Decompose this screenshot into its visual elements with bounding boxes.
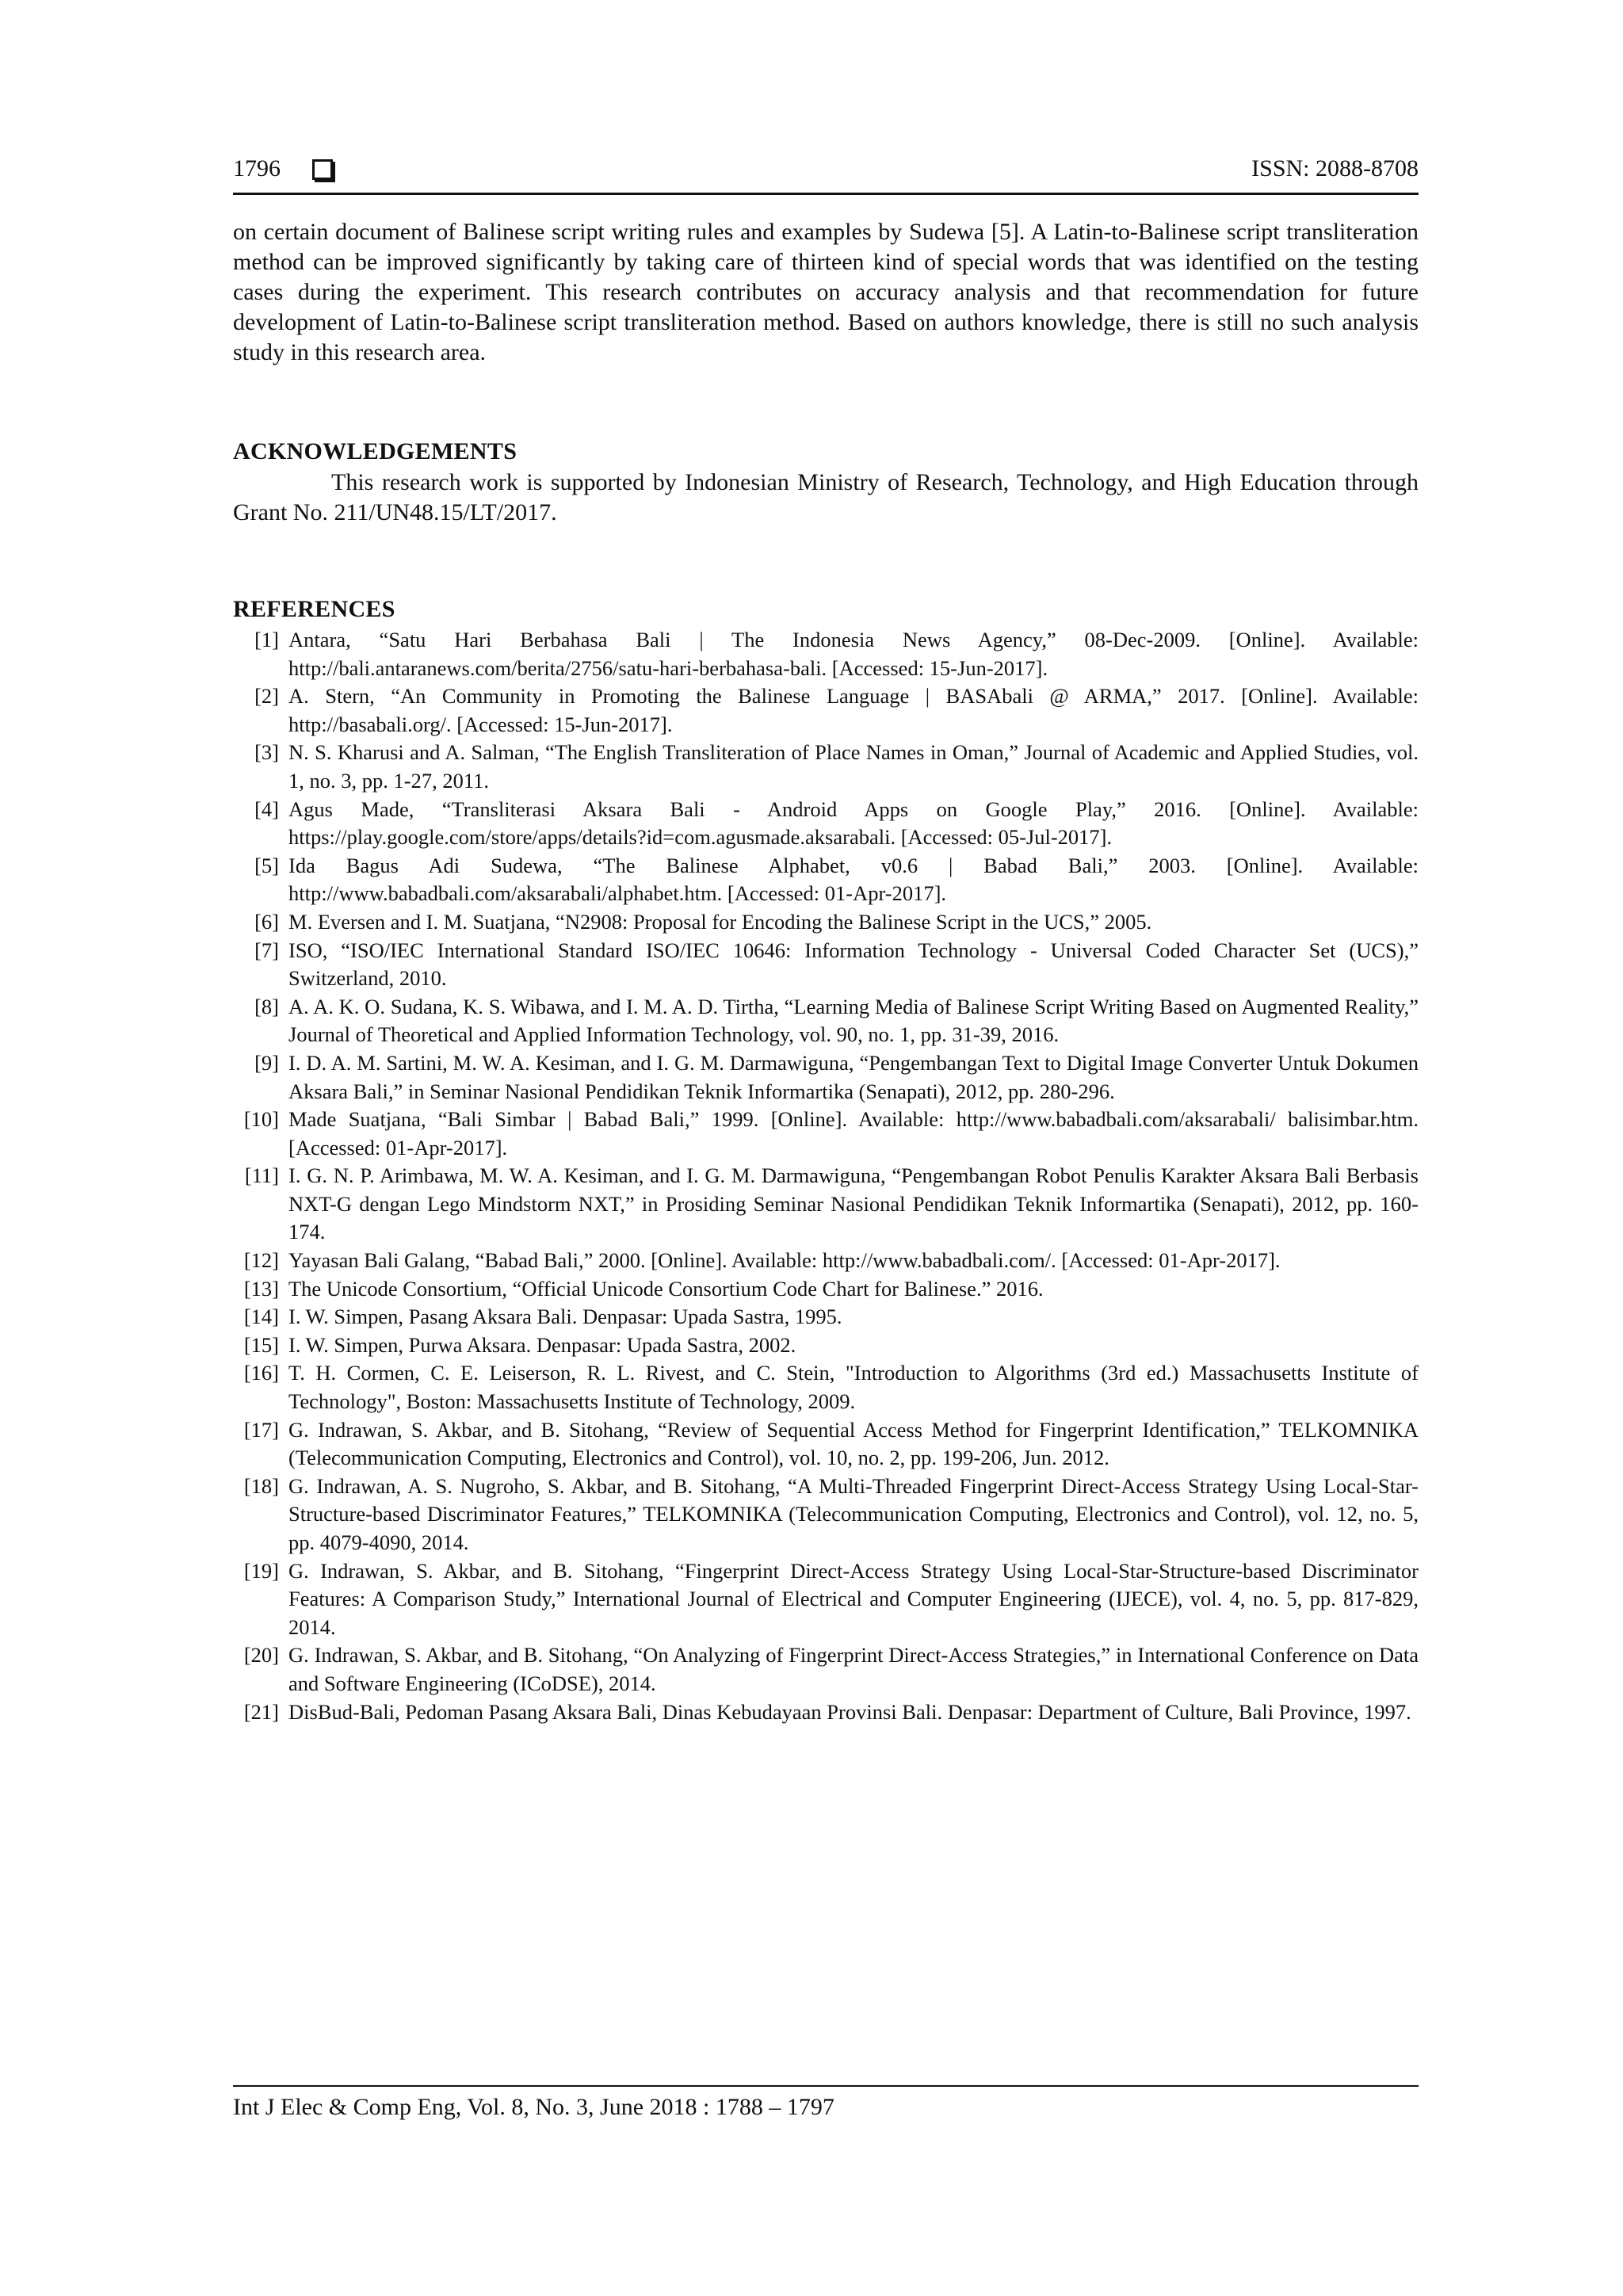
reference-item <box>233 1303 1419 1331</box>
reference-text: DisBud-Bali, Pedoman Pasang Aksara Bali, Dinas Kebudayaan Provinsi Bali. Denpasar: Department of Culture, Bali Province, 1997. <box>288 1699 1411 1724</box>
reference-text: I. W. Simpen, Pasang Aksara Bali. Denpasar: Upada Sastra, 1995. <box>288 1305 842 1329</box>
header-left <box>233 155 333 182</box>
reference-item <box>233 1162 1419 1247</box>
reference-number: [8] <box>254 994 279 1018</box>
reference-number: [6] <box>254 909 279 934</box>
reference-text: Made Suatjana, “Bali Simbar | Babad Bali,” 1999. [Online]. Available: http://www.babadbali.com/aksarabali/ balisimbar.htm. [Accessed: 01-Apr-2017]. <box>288 1107 1419 1159</box>
reference-text: G. Indrawan, S. Akbar, and B. Sitohang, “Fingerprint Direct-Access Strategy Using Local-Star-Structure-based Discriminator Features: A Comparison Study,” International Journal of Electrical and Computer Engineering (IJECE), vol. 4, no. 5, pp. 817-829, 2014. <box>288 1558 1419 1639</box>
reference-item <box>233 1331 1419 1360</box>
reference-item <box>233 1247 1419 1275</box>
references-heading: REFERENCES <box>233 596 395 622</box>
reference-item <box>233 682 1419 739</box>
reference-number: [9] <box>254 1050 279 1075</box>
reference-text: G. Indrawan, S. Akbar, and B. Sitohang, “Review of Sequential Access Method for Fingerprint Identification,” TELKOMNIKA (Telecommunication Computing, Electronics and Control), vol. 10, no. 2, pp. 199-206, Jun. 2012. <box>288 1417 1419 1470</box>
reference-item <box>233 1641 1419 1698</box>
reference-number: [13] <box>243 1276 279 1301</box>
reference-item <box>233 852 1419 908</box>
reference-item <box>233 1473 1419 1557</box>
reference-text: I. W. Simpen, Purwa Aksara. Denpasar: Upada Sastra, 2002. <box>288 1332 796 1357</box>
reference-number: [15] <box>243 1332 279 1357</box>
reference-text: ISO, “ISO/IEC International Standard ISO/IEC 10646: Information Technology - Universal Coded Character Set (UCS),” Switzerland, 2010. <box>288 938 1419 991</box>
page-number: 1796 <box>233 155 281 181</box>
reference-item <box>233 908 1419 937</box>
reference-number: [14] <box>243 1305 279 1329</box>
acknowledgements-text: This research work is supported by Indonesian Ministry of Research, Technology, and High Education through Grant No. 211/UN48.15/LT/2017. <box>233 469 1419 525</box>
reference-item <box>233 739 1419 795</box>
reference-text: G. Indrawan, S. Akbar, and B. Sitohang, “On Analyzing of Fingerprint Direct-Access Strategies,” in International Conference on Data and Software Engineering (ICoDSE), 2014. <box>288 1643 1419 1695</box>
reference-text: I. G. N. P. Arimbawa, M. W. A. Kesiman, and I. G. M. Darmawiguna, “Pengembangan Robot Penulis Karakter Aksara Bali Berbasis NXT-G dengan Lego Mindstorm NXT,” in Prosiding Seminar Nasional Pendidikan Teknik Informartika (Senapati), 2012, pp. 160-174. <box>288 1163 1419 1244</box>
reference-text: M. Eversen and I. M. Suatjana, “N2908: Proposal for Encoding the Balinese Script in the UCS,” 2005. <box>288 909 1152 934</box>
reference-text: Antara, “Satu Hari Berbahasa Bali | The Indonesia News Agency,” 08-Dec-2009. [Online]. Available: http://bali.antaranews.com/berita/2756/satu-hari-berbahasa-bali. [Accessed: 15-Jun-2017]. <box>288 628 1419 680</box>
reference-item <box>233 626 1419 682</box>
reference-text: G. Indrawan, A. S. Nugroho, S. Akbar, and B. Sitohang, “A Multi-Threaded Fingerprint Direct-Access Strategy Using Local-Star-Structure-based Discriminator Features,” TELKOMNIKA (Telecommunication Computing, Electronics and Control), vol. 12, no. 5, pp. 4079-4090, 2014. <box>288 1473 1419 1554</box>
reference-number: [21] <box>243 1699 279 1724</box>
reference-text: The Unicode Consortium, “Official Unicode Consortium Code Chart for Balinese.” 2016. <box>288 1276 1044 1301</box>
reference-item <box>233 796 1419 852</box>
reference-text: T. H. Cormen, C. E. Leiserson, R. L. Rivest, and C. Stein, "Introduction to Algorithms (3rd ed.) Massachusetts Institute of Technology", Boston: Massachusetts Institute of Technology, 2009. <box>288 1361 1419 1414</box>
header-divider <box>233 193 1419 195</box>
reference-number: [5] <box>254 853 279 877</box>
reference-text: Yayasan Bali Galang, “Babad Bali,” 2000. [Online]. Available: http://www.babadbali.com/. [Accessed: 01-Apr-2017]. <box>288 1248 1281 1273</box>
reference-text: Agus Made, “Transliterasi Aksara Bali - Android Apps on Google Play,” 2016. [Online]. Available: https://play.google.com/store/apps/details?id=com.agusmade.aksarabali. [Accessed: 05-Jul-2017]. <box>288 797 1419 850</box>
reference-number: [10] <box>243 1107 279 1132</box>
reference-number: [4] <box>254 797 279 821</box>
reference-number: [1] <box>254 628 279 651</box>
reference-number: [17] <box>243 1417 279 1442</box>
reference-text: Ida Bagus Adi Sudewa, “The Balinese Alphabet, v0.6 | Babad Bali,” 2003. [Online]. Available: http://www.babadbali.com/aksarabali/alphabet.htm. [Accessed: 01-Apr-2017]. <box>288 853 1419 906</box>
reference-item <box>233 1416 1419 1473</box>
reference-number: [16] <box>243 1361 279 1385</box>
reference-item <box>233 1557 1419 1642</box>
square-outline-icon <box>312 159 333 180</box>
reference-number: [3] <box>254 740 279 765</box>
footer-divider <box>233 2085 1419 2087</box>
reference-item <box>233 993 1419 1049</box>
reference-item <box>233 1106 1419 1162</box>
acknowledgements-heading: ACKNOWLEDGEMENTS <box>233 438 517 464</box>
reference-number: [7] <box>254 938 279 962</box>
reference-number: [12] <box>243 1248 279 1273</box>
reference-number: [20] <box>243 1643 279 1668</box>
intro-paragraph: on certain document of Balinese script writing rules and examples by Sudewa [5]. A Latin-to-Balinese script transliteration method can be improved significantly by taking care of thirteen kind of special words that was identified on the testing cases during the experiment. This research contributes on accuracy analysis and that recommendation for future development of Latin-to-Balinese script transliteration method. Based on authors knowledge, there is still no such analysis study in this research area. <box>233 219 1419 365</box>
footer-citation: Int J Elec & Comp Eng, Vol. 8, No. 3, June 2018 : 1788 – 1797 <box>233 2094 834 2120</box>
reference-item <box>233 1049 1419 1106</box>
reference-number: [11] <box>244 1163 279 1188</box>
reference-number: [2] <box>254 684 279 709</box>
reference-number: [18] <box>243 1473 279 1498</box>
reference-text: I. D. A. M. Sartini, M. W. A. Kesiman, and I. G. M. Darmawiguna, “Pengembangan Text to Digital Image Converter Untuk Dokumen Aksara Bali,” in Seminar Nasional Pendidikan Teknik Informartika (Senapati), 2012, pp. 280-296. <box>288 1050 1419 1103</box>
references-list <box>233 626 1419 1726</box>
reference-text: A. A. K. O. Sudana, K. S. Wibawa, and I. M. A. D. Tirtha, “Learning Media of Balinese Script Writing Based on Augmented Reality,” Journal of Theoretical and Applied Information Technology, vol. 90, no. 1, pp. 31-39, 2016. <box>288 994 1419 1047</box>
reference-text: N. S. Kharusi and A. Salman, “The English Transliteration of Place Names in Oman,” Journal of Academic and Applied Studies, vol. 1, no. 3, pp. 1-27, 2011. <box>288 740 1419 793</box>
reference-number: [19] <box>243 1558 279 1583</box>
reference-item <box>233 937 1419 993</box>
reference-item <box>233 1275 1419 1304</box>
reference-text: A. Stern, “An Community in Promoting the Balinese Language | BASAbali @ ARMA,” 2017. [Online]. Available: http://basabali.org/. [Accessed: 15-Jun-2017]. <box>288 684 1419 736</box>
reference-item <box>233 1698 1419 1727</box>
issn-label: ISSN: 2088-8708 <box>1251 155 1419 181</box>
page-header <box>233 155 1419 182</box>
reference-item <box>233 1359 1419 1415</box>
